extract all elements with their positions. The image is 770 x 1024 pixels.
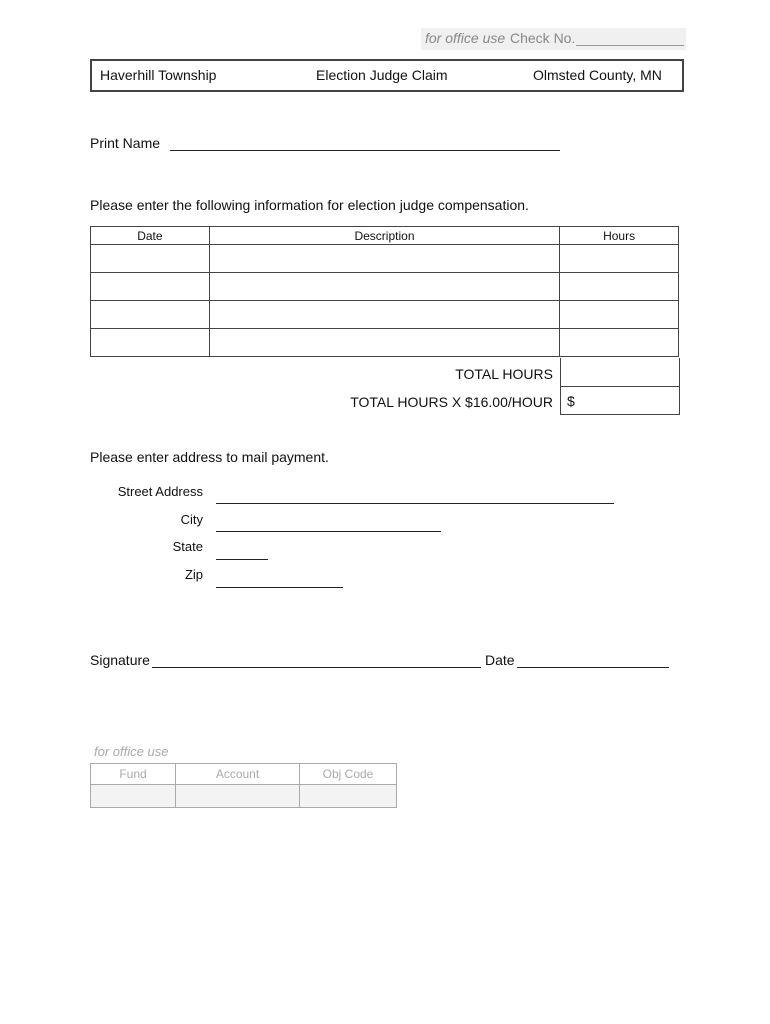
obj-code-header: Obj Code [300,764,397,785]
check-number-label: Check No. [510,30,576,46]
total-pay-label: TOTAL HOURS X $16.00/HOUR [350,394,553,410]
date-cell[interactable] [91,329,210,357]
street-address-field[interactable] [216,503,614,504]
column-header-date: Date [91,227,210,245]
office-use-label: for office use [425,30,506,46]
hours-cell[interactable] [560,273,679,301]
state-field[interactable] [216,559,268,560]
office-table-header-row [91,764,397,785]
column-header-description: Description [209,227,559,245]
description-cell[interactable] [209,273,559,301]
county-name: Olmsted County, MN [533,67,662,83]
zip-field[interactable] [216,587,343,588]
table-row [91,273,679,301]
hours-cell[interactable] [560,245,679,273]
office-table-row [91,785,397,808]
date-cell[interactable] [91,301,210,329]
office-use-table [90,763,397,808]
township-name: Haverhill Township [100,67,217,83]
street-address-label: Street Address [117,484,203,499]
form-title: Election Judge Claim [316,67,448,83]
signature-date-label: Date [485,652,515,668]
description-cell[interactable] [209,329,559,357]
description-cell[interactable] [209,245,559,273]
signature-field[interactable] [152,667,481,668]
table-row [91,245,679,273]
hours-cell[interactable] [560,301,679,329]
signature-label: Signature [90,652,150,668]
column-header-hours: Hours [560,227,679,245]
obj-code-cell[interactable] [300,785,397,808]
date-cell[interactable] [91,273,210,301]
address-instructions: Please enter address to mail payment. [90,449,329,465]
office-use-check-box [421,28,686,50]
account-header: Account [176,764,300,785]
hours-cell[interactable] [560,329,679,357]
state-label: State [172,539,203,554]
table-row [91,301,679,329]
compensation-table [90,226,679,357]
description-cell[interactable] [209,301,559,329]
print-name-field[interactable] [170,150,560,151]
check-number-field[interactable] [576,45,684,46]
total-hours-label: TOTAL HOURS [455,366,553,382]
fund-cell[interactable] [91,785,176,808]
compensation-instructions: Please enter the following information for election judge compensation. [90,197,529,213]
form-header [90,59,684,92]
city-label: City [180,512,203,527]
table-header-row [91,227,679,245]
print-name-label: Print Name [90,135,161,151]
date-cell[interactable] [91,245,210,273]
account-cell[interactable] [176,785,300,808]
table-row [91,329,679,357]
city-field[interactable] [216,531,441,532]
fund-header: Fund [91,764,176,785]
signature-date-field[interactable] [517,667,669,668]
zip-label: Zip [184,567,203,582]
total-pay-field[interactable] [560,386,680,415]
currency-symbol: $ [567,393,575,409]
office-use-bottom-label: for office use [94,744,169,759]
total-hours-field[interactable] [560,358,680,387]
